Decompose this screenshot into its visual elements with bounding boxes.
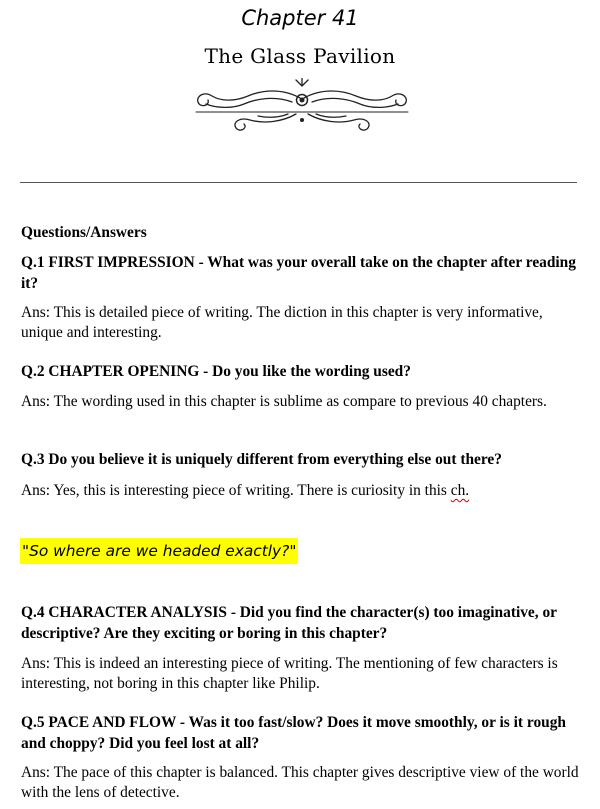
question-3: Q.3 Do you believe it is uniquely different from everything else out there? — [21, 451, 502, 468]
answer-5: Ans: The pace of this chapter is balanced. This chapter gives descriptive view of the world with the lens of detective. — [21, 764, 579, 801]
question-2: Q.2 CHAPTER OPENING - Do you like the wording used? — [21, 363, 411, 380]
answer-3 — [21, 481, 581, 501]
answer-3-text: Ans: Yes, this is interesting piece of writing. There is curiosity in this — [21, 482, 447, 499]
answer-4: Ans: This is indeed an interesting piece of writing. The mentioning of few characters is interesting, not boring in this chapter like Philip. — [21, 655, 558, 692]
flourish-ornament-icon — [192, 78, 412, 134]
divider-line — [20, 182, 577, 183]
chapter-number: Chapter 41 — [241, 6, 359, 30]
question-5: Q.5 PACE AND FLOW - Was it too fast/slow? Does it move smoothly, or is it rough and choppy? Did you feel lost at all? — [21, 714, 566, 752]
answer-2: Ans: The wording used in this chapter is sublime as compare to previous 40 chapters. — [21, 393, 547, 410]
highlighted-quote: "So where are we headed exactly?" — [20, 538, 298, 564]
answer-3-misspelled-word: ch. — [450, 482, 470, 499]
question-1: Q.1 FIRST IMPRESSION - What was your overall take on the chapter after reading it? — [21, 254, 576, 292]
question-4: Q.4 CHARACTER ANALYSIS - Did you find the character(s) too imaginative, or descriptive? Are they exciting or boring in this chapter? — [21, 604, 557, 642]
chapter-title: The Glass Pavilion — [204, 44, 396, 68]
answer-1: Ans: This is detailed piece of writing. The diction in this chapter is very informative, unique and interesting. — [21, 304, 543, 341]
section-heading: Questions/Answers — [21, 224, 147, 241]
